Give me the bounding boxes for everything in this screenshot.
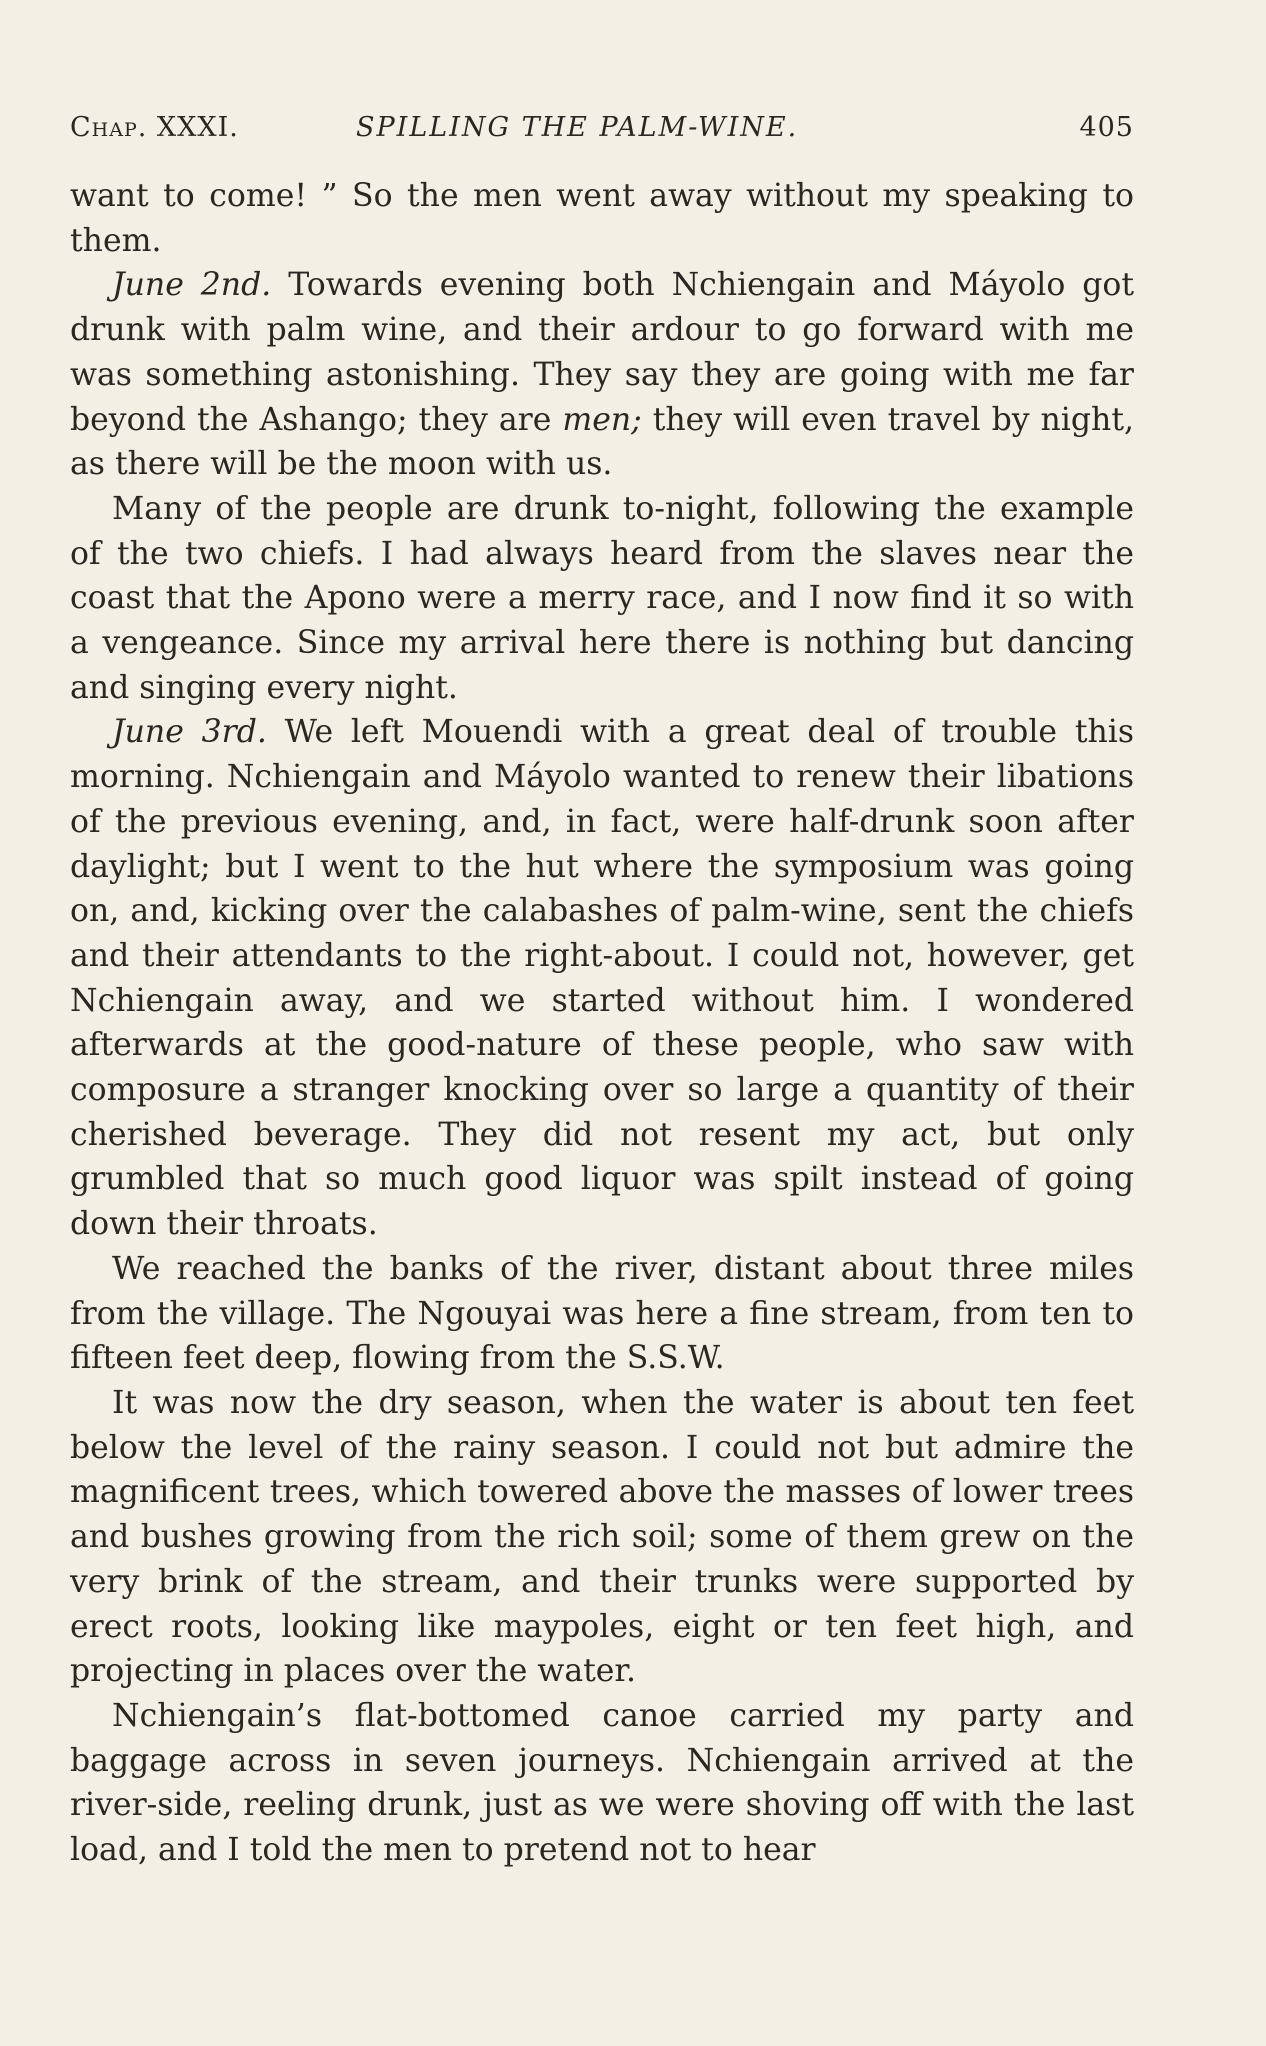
paragraph xyxy=(70,1247,1134,1381)
journal-date: June 3rd. xyxy=(112,714,267,751)
paragraph-text: Many of the people are drunk to-night, following the example of the two chiefs. I had always heard from the slaves near the coast that the Apono were a merry race, and I now find it so with a vengeance. Since my arrival here there is nothing but dancing and singing every night. xyxy=(70,490,1134,706)
paragraph-text: We reached the banks of the river, distant about three miles from the village. The Ngouyai was here a fine stream, from ten to fifteen feet deep, flowing from the S.S.W. xyxy=(70,1250,1134,1377)
running-head xyxy=(70,112,1134,156)
paragraph-text: It was now the dry season, when the water is about ten feet below the level of the rainy season. I could not but admire the magnificent trees, which towered above the masses of lower trees and bushes growing from the rich soil; some of them grew on the very brink of the stream, and their trunks were supported by erect roots, looking like maypoles, eight or ten feet high, and projecting in places over the water. xyxy=(70,1384,1134,1690)
running-title: SPILLING THE PALM-WINE. xyxy=(356,112,799,143)
paragraph-text: Towards evening both Nchiengain and Máyolo got drunk with palm wine, and their ardour to go forward with me was something astonishing. They say they are going with me far beyond the Ashango; they are xyxy=(70,267,1134,438)
paragraph-text: We left Mouendi with a great deal of trouble this morning. Nchiengain and Máyolo wanted to renew their libations of the previous evening, and, in fact, were half-drunk soon after daylight; but I went to the hut where the symposium was going on, and, kicking over the calabashes of palm-wine, sent the chiefs and their attendants to the right-about. I could not, however, get Nchiengain away, and we started without him. I wondered afterwards at the good-nature of these people, who saw with composure a stranger knocking over so large a quantity of their cherished beverage. They did not resent my act, but only grumbled that so much good liquor was spilt instead of going down their throats. xyxy=(70,714,1135,1243)
paragraph-text: Nchiengain’s flat-bottomed canoe carried my party and baggage across in seven journeys. Nchiengain arrived at the river-side, reeling drunk, just as we were shoving off with the last load, and I told the men to pretend not to hear xyxy=(70,1697,1134,1869)
paragraph xyxy=(70,1381,1134,1694)
journal-date: June 2nd. xyxy=(112,267,272,304)
paragraph xyxy=(70,174,1134,263)
paragraph-text: want to come! ” So the men went away without my speaking to them. xyxy=(70,178,1134,259)
paragraph xyxy=(70,487,1134,711)
body-text xyxy=(70,174,1134,1873)
chapter-label: Chap. XXXI. xyxy=(70,112,239,143)
paragraph xyxy=(70,710,1134,1246)
paragraph xyxy=(70,1694,1134,1873)
paragraph xyxy=(70,263,1134,487)
paragraph-text: they will even travel by night, as there will be the moon with us. xyxy=(70,401,1134,483)
book-page xyxy=(70,112,1134,1873)
emphasis: men; xyxy=(562,401,642,438)
page-number: 405 xyxy=(1079,112,1134,143)
